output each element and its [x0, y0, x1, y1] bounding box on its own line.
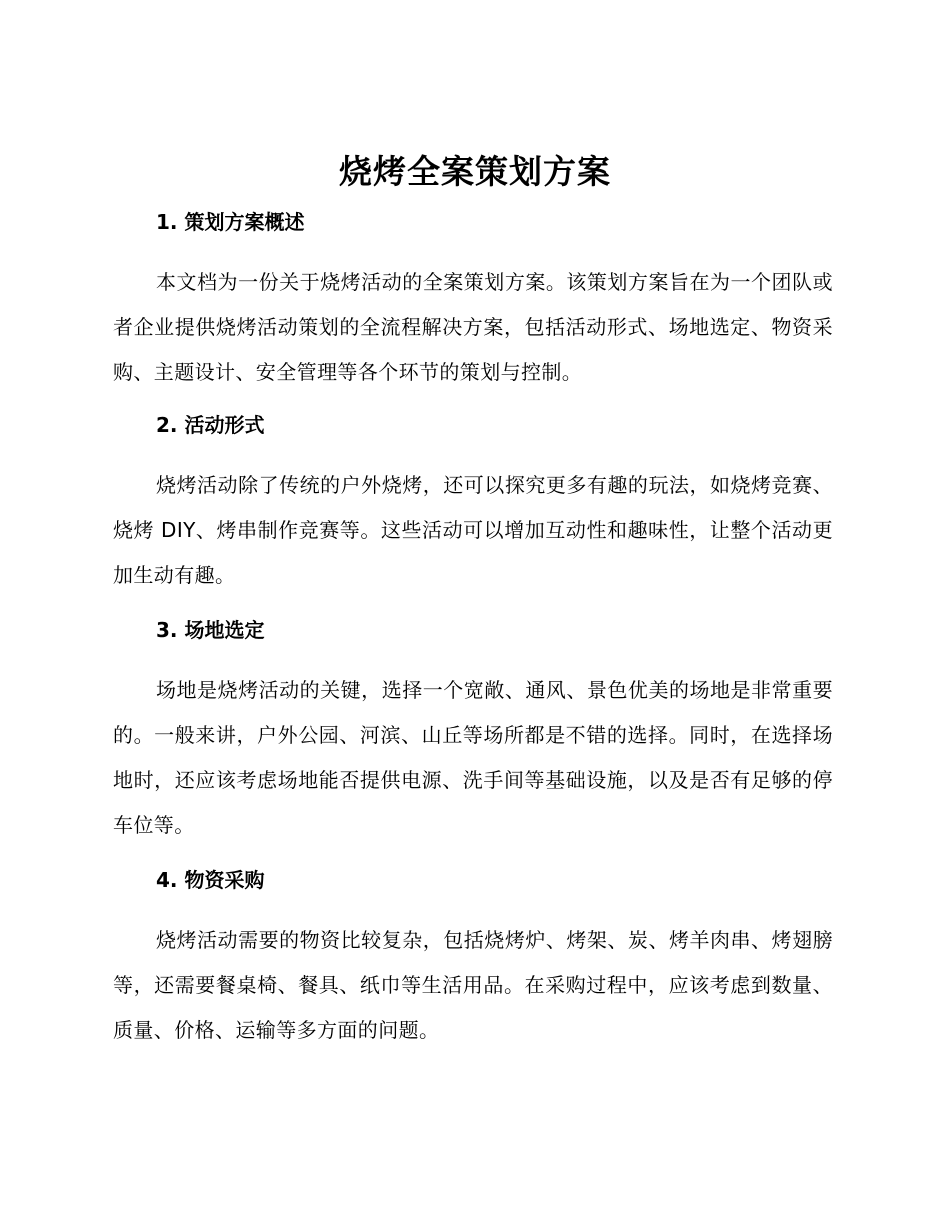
document-title: 烧烤全案策划方案	[339, 152, 611, 191]
section-paragraph: 场地是烧烤活动的关键，选择一个宽敞、通风、景色优美的场地是非常重要的。一般来讲，户外公园、河滨、山丘等场所都是不错的选择。同时，在选择场地时，还应该考虑场地能否提供电源、洗手间等基础设施，以及是否有足够的停车位等。	[113, 678, 833, 837]
section-paragraph: 本文档为一份关于烧烤活动的全案策划方案。该策划方案旨在为一个团队或者企业提供烧烤活动策划的全流程解决方案，包括活动形式、场地选定、物资采购、主题设计、安全管理等各个环节的策划与控制。	[113, 270, 833, 384]
section-heading: 4. 物资采购	[156, 868, 265, 892]
section-heading: 2. 活动形式	[156, 413, 265, 437]
section-paragraph: 烧烤活动需要的物资比较复杂，包括烧烤炉、烤架、炭、烤羊肉串、烤翅膀等，还需要餐桌椅、餐具、纸巾等生活用品。在采购过程中，应该考虑到数量、质量、价格、运输等多方面的问题。	[113, 928, 833, 1042]
section-heading: 1. 策划方案概述	[156, 210, 305, 234]
section-heading: 3. 场地选定	[156, 618, 265, 642]
section-paragraph: 烧烤活动除了传统的户外烧烤，还可以探究更多有趣的玩法，如烧烤竞赛、烧烤 DIY、烤串制作竞赛等。这些活动可以增加互动性和趣味性，让整个活动更加生动有趣。	[113, 473, 833, 587]
section-venue-selection	[113, 615, 833, 848]
section-overview	[113, 207, 833, 395]
section-activity-format	[113, 410, 833, 598]
section-procurement	[113, 865, 833, 1053]
